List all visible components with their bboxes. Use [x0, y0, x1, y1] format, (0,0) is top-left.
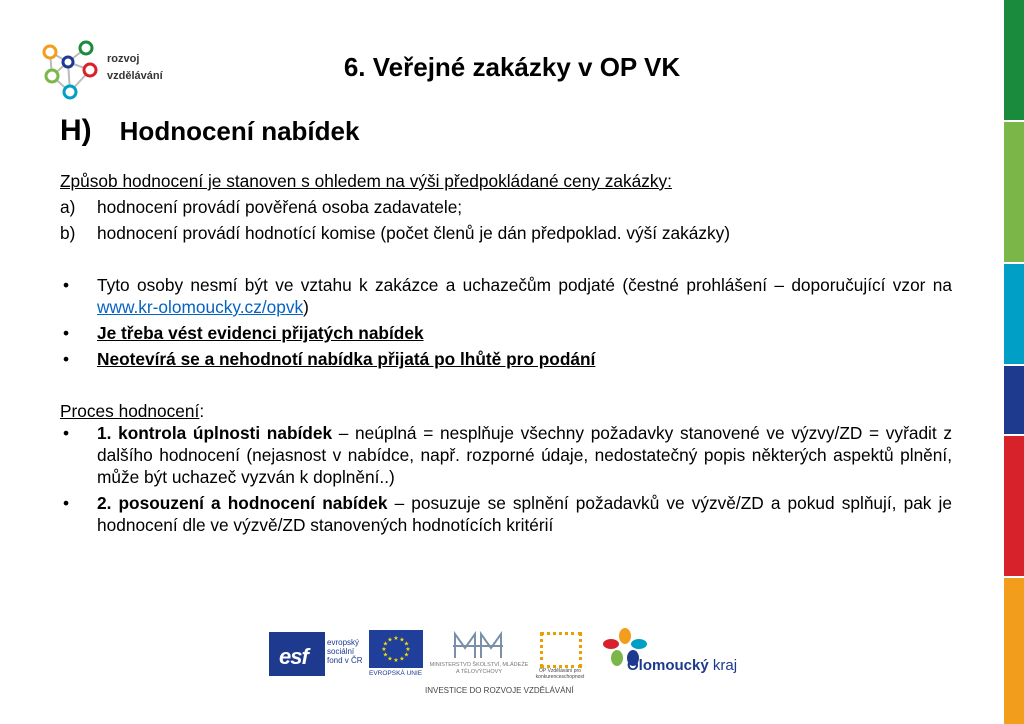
svg-text:★: ★ — [382, 640, 389, 648]
logo-line-1: rozvoj — [107, 53, 140, 65]
investice-caption: INVESTICE DO ROZVOJE VZDĚLÁVÁNÍ — [425, 686, 574, 695]
msmt-caption: MINISTERSTVO ŠKOLSTVÍ, MLÁDEŽE A TĚLOVÝCHOVY — [429, 662, 529, 675]
svg-text:★: ★ — [382, 651, 389, 659]
svg-text:★: ★ — [403, 651, 410, 659]
svg-text:★: ★ — [393, 657, 399, 664]
msmt-logo-icon — [451, 628, 505, 664]
bullet-marker: • — [63, 423, 70, 443]
list-item-b — [60, 222, 952, 244]
svg-text:★: ★ — [399, 636, 405, 644]
process-item-desc: – posuzuje se splnění požadavků ve výzvě/ZD a pokud splňují, pak je hodnocení dle ve výzvě/ZD stanovených hodnotících kritérií — [97, 493, 952, 535]
esf-logo-text: esf — [279, 644, 308, 669]
svg-text:★: ★ — [387, 655, 393, 663]
process-item-text — [97, 422, 952, 488]
color-stripe-blue — [1004, 366, 1024, 434]
bullet-text: Neotevírá se a nehodnotí nabídka přijatá po lhůtě pro podání — [97, 349, 596, 369]
svg-text:★: ★ — [399, 655, 405, 663]
section-heading — [60, 114, 359, 148]
bullet-marker: • — [63, 349, 70, 369]
process-item-title: 2. posouzení a hodnocení nabídek — [97, 493, 388, 513]
svg-text:★: ★ — [387, 636, 393, 644]
section-heading-text: Hodnocení nabídek — [119, 116, 360, 146]
eu-caption: EVROPSKÁ UNIE — [369, 670, 423, 677]
footer-logos — [265, 628, 765, 708]
svg-text:★: ★ — [393, 635, 399, 642]
bullet-text — [97, 274, 952, 318]
color-stripe-red — [1004, 436, 1024, 576]
olomoucky-rest: kraj — [708, 657, 738, 674]
process-item-text — [97, 492, 952, 536]
list-marker: a) — [60, 197, 76, 217]
process-item-title: 1. kontrola úplnosti nabídek — [97, 423, 333, 443]
main-content — [60, 170, 952, 536]
bullet-late-offer — [60, 348, 952, 370]
process-heading — [60, 400, 952, 422]
svg-text:★: ★ — [403, 640, 410, 648]
esf-caption: evropský sociální fond v ČR — [327, 638, 363, 665]
page-title: 6. Veřejné zakázky v OP VK — [343, 52, 681, 82]
process-item-1 — [60, 422, 952, 488]
opvk-logo-icon — [540, 632, 582, 668]
process-item-desc: – neúplná = nesplňuje všechny požadavky stanovené ve výzvy/ZD = vyřadit z dalšího hodnocení (nejasnost v nabídce, např. rozporné údaje, nedostatečný popis některých aspektů plnění, může být uchazeč vyzván k doplnění..) — [97, 423, 953, 487]
process-item-2 — [60, 492, 952, 536]
list-text: hodnocení provádí pověřená osoba zadavatele; — [97, 197, 463, 217]
olomoucky-kraj-logo-text — [627, 657, 737, 674]
section-letter: H) — [60, 114, 92, 147]
color-stripe-cyan — [1004, 264, 1024, 364]
bullet-conflict-of-interest — [60, 274, 952, 318]
list-item-a — [60, 196, 952, 218]
process-heading-text: Proces hodnocení — [60, 401, 200, 421]
bullet-marker: • — [63, 323, 70, 343]
color-stripe-lightgreen — [1004, 122, 1024, 262]
process-heading-colon: : — [199, 401, 205, 421]
bullet-marker: • — [63, 275, 70, 295]
svg-text:★: ★ — [405, 646, 411, 653]
eu-flag-icon — [369, 630, 423, 668]
bullet-evidence — [60, 322, 952, 344]
logo-line-2: vzdělávání — [107, 70, 163, 82]
opvk-caption: OP Vzdělávání pro konkurenceschopnost — [535, 668, 585, 680]
bullet-marker: • — [63, 493, 70, 513]
bullet-text-tail: ) — [303, 297, 309, 317]
esf-logo — [269, 632, 325, 676]
opvk-link[interactable]: www.kr-olomoucky.cz/opvk — [97, 297, 304, 317]
intro-text: Způsob hodnocení je stanoven s ohledem na výši předpokládané ceny zakázky: — [60, 171, 672, 191]
bullet-text-main: Tyto osoby nesmí být ve vztahu k zakázce a uchazečům podjaté (čestné prohlášení – doporučující vzor na — [97, 275, 952, 295]
olomoucky-bold: Olomoucký — [627, 657, 709, 674]
list-marker: b) — [60, 223, 76, 243]
list-text: hodnocení provádí hodnotící komise (počet členů je dán předpoklad. výší zakázky) — [97, 223, 731, 243]
color-stripe-orange — [1004, 578, 1024, 724]
bullet-text: Je třeba vést evidenci přijatých nabídek — [97, 323, 424, 343]
svg-text:★: ★ — [381, 646, 387, 653]
